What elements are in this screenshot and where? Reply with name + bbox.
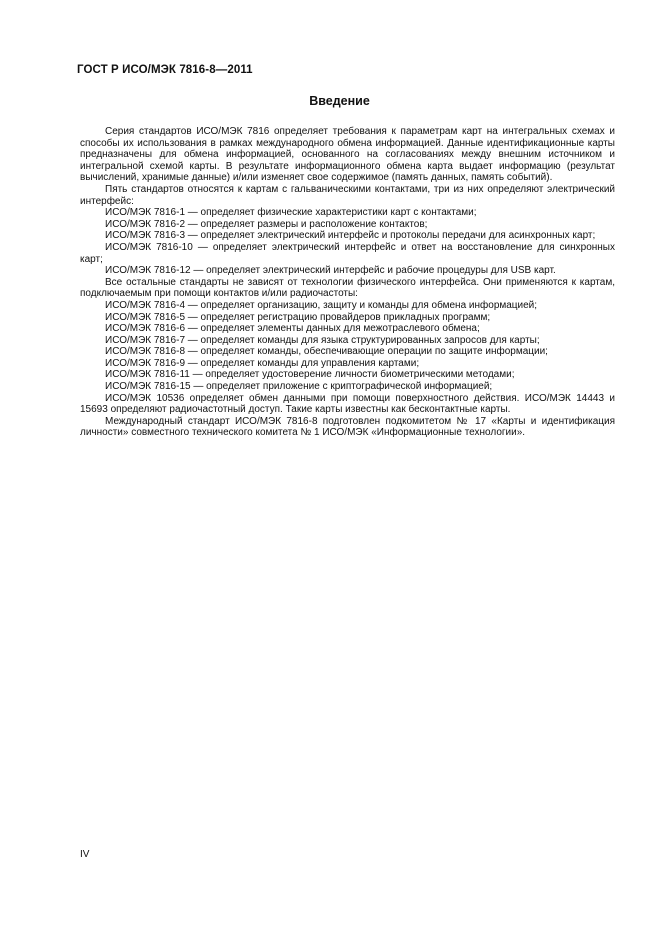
paragraph-contactless: ИСО/МЭК 10536 определяет обмен данными при помощи поверхностного действия. ИСО/МЭК 14443 и 15693 определяют радиочастотный доступ. Такие карты известны как бесконтактные карты. [80,392,615,416]
list-item-7816-2: ИСО/МЭК 7816-2 — определяет размеры и расположение контактов; [105,218,428,230]
list-item-7816-15: ИСО/МЭК 7816-15 — определяет приложение с криптографической информацией; [105,381,493,393]
list-item-7816-3: ИСО/МЭК 7816-3 — определяет электрический интерфейс и протоколы передачи для асинхронных карт; [105,230,596,242]
list-item-7816-6: ИСО/МЭК 7816-6 — определяет элементы данных для межотраслевого обмена; [105,323,480,335]
list-item-7816-11: ИСО/МЭК 7816-11 — определяет удостоверение личности биометрическими методами; [105,369,515,381]
list-item-7816-8: ИСО/МЭК 7816-8 — определяет команды, обеспечивающие операции по защите информации; [105,346,548,358]
paragraph-intro: Серия стандартов ИСО/МЭК 7816 определяет требования к параметрам карт на интегральных схемах и способы их использования в рамках международного обмена информацией. Данные идентификационные карты предназначены для обмена информацией, основанного на согласованиях между внешним источником и интегральной схемой карты. В результате информационного обмена карта выдает информацию (результат вычислений, хранимые данные) и/или изменяет свое содержимое (память данных, память событий). [80,126,615,184]
list-item-7816-10: ИСО/МЭК 7816-10 — определяет электрический интерфейс и ответ на восстановление для синхронных карт; [80,241,615,265]
list-item-7816-1: ИСО/МЭК 7816-1 — определяет физические характеристики карт с контактами; [105,207,477,219]
document-body [80,126,615,439]
section-title: Введение [309,94,370,108]
list-item-7816-5: ИСО/МЭК 7816-5 — определяет регистрацию провайдеров прикладных программ; [105,311,491,323]
page-number: IV [80,849,90,860]
list-item-7816-7: ИСО/МЭК 7816-7 — определяет команды для языка структурированных запросов для карты; [105,334,540,346]
paragraph-prepared-by: Международный стандарт ИСО/МЭК 7816-8 подготовлен подкомитетом № 17 «Карты и идентификация личности» совместного технического комитета № 1 ИСО/МЭК «Информационные технологии». [80,415,615,439]
list-item-7816-4: ИСО/МЭК 7816-4 — определяет организацию, защиту и команды для обмена информацией; [105,299,538,311]
list-item-7816-9: ИСО/МЭК 7816-9 — определяет команды для управления картами; [105,357,420,369]
document-header-code: ГОСТ Р ИСО/МЭК 7816-8—2011 [77,64,253,76]
paragraph-contact-standards: Пять стандартов относятся к картам с гальваническими контактами, три из них определяют электрический интерфейс: [80,183,615,207]
list-item-7816-12: ИСО/МЭК 7816-12 — определяет электрический интерфейс и рабочие процедуры для USB карт. [105,265,556,277]
paragraph-other-standards: Все остальные стандарты не зависят от технологии физического интерфейса. Они применяются к картам, подключаемым при помощи контактов и/или радиочастоты: [80,276,615,300]
